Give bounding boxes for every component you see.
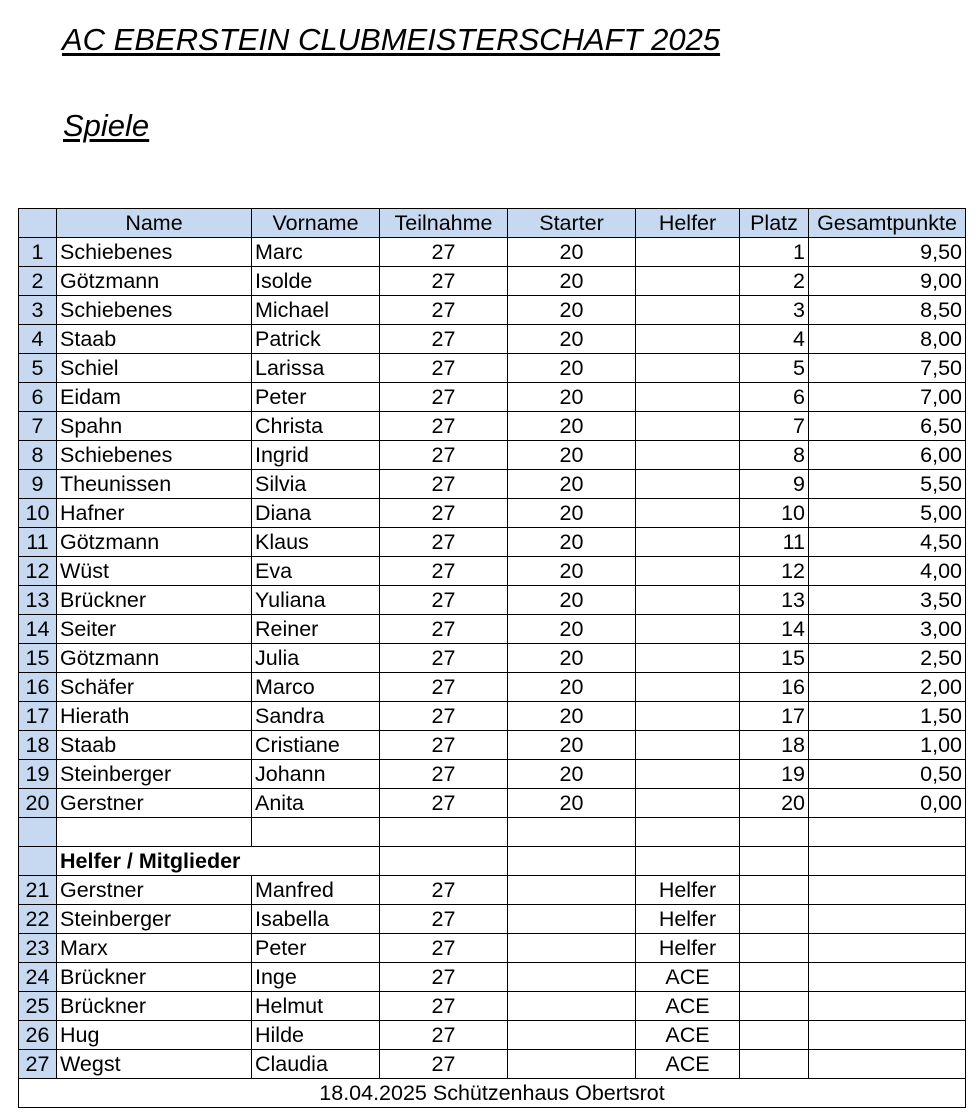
vorname-cell: Hilde	[252, 1021, 380, 1050]
table-row	[19, 557, 966, 586]
platz-cell: 8	[740, 441, 809, 470]
name-cell: Götzmann	[57, 528, 252, 557]
footer-text: 18.04.2025 Schützenhaus Obertsrot	[19, 1079, 966, 1108]
platz-cell: 1	[740, 238, 809, 267]
gesamtpunkte-cell	[809, 905, 966, 934]
row-index: 11	[19, 528, 57, 557]
gesamtpunkte-cell: 9,00	[809, 267, 966, 296]
name-cell: Götzmann	[57, 644, 252, 673]
gesamtpunkte-cell: 8,00	[809, 325, 966, 354]
starter-cell: 20	[508, 702, 636, 731]
platz-cell: 3	[740, 296, 809, 325]
row-index: 23	[19, 934, 57, 963]
table-row	[19, 673, 966, 702]
starter-cell: 20	[508, 267, 636, 296]
starter-cell: 20	[508, 325, 636, 354]
teilnahme-cell: 27	[380, 412, 508, 441]
row-index: 6	[19, 383, 57, 412]
table-row	[19, 1021, 966, 1050]
table-row	[19, 731, 966, 760]
starter-cell	[508, 876, 636, 905]
starter-cell	[508, 1021, 636, 1050]
spacer-body	[19, 818, 966, 876]
vorname-cell: Silvia	[252, 470, 380, 499]
starter-cell: 20	[508, 296, 636, 325]
table-row	[19, 586, 966, 615]
teilnahme-cell: 27	[380, 963, 508, 992]
vorname-cell: Sandra	[252, 702, 380, 731]
starter-cell: 20	[508, 760, 636, 789]
row-index: 7	[19, 412, 57, 441]
name-cell: Hafner	[57, 499, 252, 528]
platz-cell: 20	[740, 789, 809, 818]
header-helfer: Helfer	[636, 209, 740, 238]
table-row	[19, 325, 966, 354]
table-row	[19, 934, 966, 963]
platz-cell: 4	[740, 325, 809, 354]
teilnahme-cell: 27	[380, 615, 508, 644]
helfer-cell: ACE	[636, 963, 740, 992]
name-cell: Götzmann	[57, 267, 252, 296]
vorname-cell: Yuliana	[252, 586, 380, 615]
helfer-cell	[636, 702, 740, 731]
blank-cell	[508, 818, 636, 847]
platz-cell	[740, 934, 809, 963]
header-index	[19, 209, 57, 238]
vorname-cell: Manfred	[252, 876, 380, 905]
gesamtpunkte-cell	[809, 876, 966, 905]
vorname-cell: Isabella	[252, 905, 380, 934]
teilnahme-cell: 27	[380, 992, 508, 1021]
players-body	[19, 238, 966, 818]
table-row	[19, 383, 966, 412]
helfer-cell	[636, 238, 740, 267]
row-index: 9	[19, 470, 57, 499]
row-index: 24	[19, 963, 57, 992]
platz-cell: 6	[740, 383, 809, 412]
header-teilnahme: Teilnahme	[380, 209, 508, 238]
name-cell: Gerstner	[57, 789, 252, 818]
platz-cell: 19	[740, 760, 809, 789]
row-index: 10	[19, 499, 57, 528]
vorname-cell: Patrick	[252, 325, 380, 354]
vorname-cell: Anita	[252, 789, 380, 818]
gesamtpunkte-cell: 7,50	[809, 354, 966, 383]
starter-cell: 20	[508, 238, 636, 267]
gesamtpunkte-cell: 2,50	[809, 644, 966, 673]
starter-cell	[508, 934, 636, 963]
vorname-cell: Peter	[252, 383, 380, 412]
vorname-cell: Johann	[252, 760, 380, 789]
gesamtpunkte-cell: 4,50	[809, 528, 966, 557]
helfer-cell	[636, 412, 740, 441]
gesamtpunkte-cell: 2,00	[809, 673, 966, 702]
gesamtpunkte-cell: 0,00	[809, 789, 966, 818]
starter-cell: 20	[508, 644, 636, 673]
header-platz: Platz	[740, 209, 809, 238]
vorname-cell: Ingrid	[252, 441, 380, 470]
table-row	[19, 615, 966, 644]
teilnahme-cell: 27	[380, 354, 508, 383]
vorname-cell: Helmut	[252, 992, 380, 1021]
teilnahme-cell: 27	[380, 760, 508, 789]
starter-cell: 20	[508, 528, 636, 557]
gesamtpunkte-cell	[809, 1050, 966, 1079]
gesamtpunkte-cell: 8,50	[809, 296, 966, 325]
teilnahme-cell: 27	[380, 586, 508, 615]
gesamtpunkte-cell: 7,00	[809, 383, 966, 412]
header-starter: Starter	[508, 209, 636, 238]
helfer-cell	[636, 528, 740, 557]
table-row	[19, 1050, 966, 1079]
gesamtpunkte-cell: 4,00	[809, 557, 966, 586]
name-cell: Wegst	[57, 1050, 252, 1079]
results-table	[18, 208, 966, 1108]
blank-cell	[252, 818, 380, 847]
teilnahme-cell: 27	[380, 557, 508, 586]
name-cell: Brückner	[57, 963, 252, 992]
name-cell: Spahn	[57, 412, 252, 441]
gesamtpunkte-cell	[809, 1021, 966, 1050]
gesamtpunkte-cell	[809, 992, 966, 1021]
gesamtpunkte-cell: 5,50	[809, 470, 966, 499]
blank-cell	[636, 847, 740, 876]
teilnahme-cell: 27	[380, 673, 508, 702]
gesamtpunkte-cell: 1,00	[809, 731, 966, 760]
row-index: 13	[19, 586, 57, 615]
platz-cell	[740, 905, 809, 934]
name-cell: Steinberger	[57, 905, 252, 934]
section-index-cell	[19, 847, 57, 876]
teilnahme-cell: 27	[380, 528, 508, 557]
row-index: 25	[19, 992, 57, 1021]
row-index: 19	[19, 760, 57, 789]
teilnahme-cell: 27	[380, 238, 508, 267]
section-row	[19, 847, 966, 876]
table-row	[19, 760, 966, 789]
vorname-cell: Inge	[252, 963, 380, 992]
starter-cell: 20	[508, 383, 636, 412]
platz-cell	[740, 963, 809, 992]
helpers-body	[19, 876, 966, 1079]
vorname-cell: Cristiane	[252, 731, 380, 760]
platz-cell: 13	[740, 586, 809, 615]
helfer-cell: ACE	[636, 1021, 740, 1050]
gesamtpunkte-cell	[809, 963, 966, 992]
platz-cell: 2	[740, 267, 809, 296]
header-vorname: Vorname	[252, 209, 380, 238]
blank-cell	[809, 847, 966, 876]
helfer-cell	[636, 731, 740, 760]
teilnahme-cell: 27	[380, 702, 508, 731]
helfer-cell	[636, 383, 740, 412]
blank-index-cell	[19, 818, 57, 847]
name-cell: Schiebenes	[57, 238, 252, 267]
name-cell: Schiebenes	[57, 441, 252, 470]
starter-cell	[508, 992, 636, 1021]
name-cell: Wüst	[57, 557, 252, 586]
platz-cell: 5	[740, 354, 809, 383]
vorname-cell: Claudia	[252, 1050, 380, 1079]
teilnahme-cell: 27	[380, 934, 508, 963]
gesamtpunkte-cell: 3,00	[809, 615, 966, 644]
row-index: 26	[19, 1021, 57, 1050]
row-index: 17	[19, 702, 57, 731]
name-cell: Brückner	[57, 586, 252, 615]
teilnahme-cell: 27	[380, 731, 508, 760]
name-cell: Hierath	[57, 702, 252, 731]
teilnahme-cell: 27	[380, 470, 508, 499]
platz-cell	[740, 1050, 809, 1079]
starter-cell: 20	[508, 354, 636, 383]
platz-cell: 11	[740, 528, 809, 557]
gesamtpunkte-cell: 0,50	[809, 760, 966, 789]
gesamtpunkte-cell: 6,50	[809, 412, 966, 441]
table-row	[19, 296, 966, 325]
starter-cell: 20	[508, 470, 636, 499]
helfer-cell	[636, 267, 740, 296]
header-gesamtpunkte: Gesamtpunkte	[809, 209, 966, 238]
table-row	[19, 789, 966, 818]
starter-cell: 20	[508, 499, 636, 528]
blank-cell	[380, 847, 508, 876]
gesamtpunkte-cell: 5,00	[809, 499, 966, 528]
row-index: 27	[19, 1050, 57, 1079]
helfer-cell	[636, 789, 740, 818]
table-row	[19, 963, 966, 992]
teilnahme-cell: 27	[380, 905, 508, 934]
name-cell: Steinberger	[57, 760, 252, 789]
helfer-cell: Helfer	[636, 934, 740, 963]
vorname-cell: Julia	[252, 644, 380, 673]
helfer-cell	[636, 586, 740, 615]
header-name: Name	[57, 209, 252, 238]
platz-cell: 17	[740, 702, 809, 731]
platz-cell: 16	[740, 673, 809, 702]
starter-cell: 20	[508, 441, 636, 470]
gesamtpunkte-cell: 6,00	[809, 441, 966, 470]
starter-cell: 20	[508, 731, 636, 760]
row-index: 4	[19, 325, 57, 354]
starter-cell: 20	[508, 557, 636, 586]
row-index: 16	[19, 673, 57, 702]
helfer-cell	[636, 499, 740, 528]
platz-cell: 15	[740, 644, 809, 673]
vorname-cell: Klaus	[252, 528, 380, 557]
page-subtitle: Spiele	[63, 108, 150, 143]
teilnahme-cell: 27	[380, 644, 508, 673]
gesamtpunkte-cell	[809, 934, 966, 963]
blank-cell	[809, 818, 966, 847]
helfer-cell	[636, 644, 740, 673]
row-index: 22	[19, 905, 57, 934]
platz-cell: 7	[740, 412, 809, 441]
blank-cell	[508, 847, 636, 876]
teilnahme-cell: 27	[380, 789, 508, 818]
vorname-cell: Eva	[252, 557, 380, 586]
vorname-cell: Michael	[252, 296, 380, 325]
platz-cell	[740, 992, 809, 1021]
name-cell: Seiter	[57, 615, 252, 644]
name-cell: Hug	[57, 1021, 252, 1050]
row-index: 2	[19, 267, 57, 296]
name-cell: Staab	[57, 731, 252, 760]
platz-cell	[740, 1021, 809, 1050]
table-row	[19, 876, 966, 905]
header-row	[19, 209, 966, 238]
teilnahme-cell: 27	[380, 1050, 508, 1079]
teilnahme-cell: 27	[380, 325, 508, 354]
starter-cell: 20	[508, 673, 636, 702]
name-cell: Schiebenes	[57, 296, 252, 325]
row-index: 14	[19, 615, 57, 644]
helfer-cell: ACE	[636, 1050, 740, 1079]
starter-cell: 20	[508, 586, 636, 615]
helfer-cell	[636, 354, 740, 383]
starter-cell	[508, 1050, 636, 1079]
helfer-cell: ACE	[636, 992, 740, 1021]
name-cell: Schäfer	[57, 673, 252, 702]
helfer-cell: Helfer	[636, 905, 740, 934]
gesamtpunkte-cell: 3,50	[809, 586, 966, 615]
platz-cell: 18	[740, 731, 809, 760]
row-index: 8	[19, 441, 57, 470]
starter-cell: 20	[508, 412, 636, 441]
helfer-cell	[636, 441, 740, 470]
platz-cell: 9	[740, 470, 809, 499]
gesamtpunkte-cell: 9,50	[809, 238, 966, 267]
name-cell: Schiel	[57, 354, 252, 383]
helfer-cell	[636, 615, 740, 644]
teilnahme-cell: 27	[380, 383, 508, 412]
name-cell: Brückner	[57, 992, 252, 1021]
vorname-cell: Marc	[252, 238, 380, 267]
helfer-cell	[636, 760, 740, 789]
vorname-cell: Larissa	[252, 354, 380, 383]
table-row	[19, 238, 966, 267]
row-index: 20	[19, 789, 57, 818]
table-row	[19, 499, 966, 528]
platz-cell: 14	[740, 615, 809, 644]
teilnahme-cell: 27	[380, 499, 508, 528]
row-index: 12	[19, 557, 57, 586]
vorname-cell: Christa	[252, 412, 380, 441]
teilnahme-cell: 27	[380, 267, 508, 296]
table-row	[19, 267, 966, 296]
starter-cell: 20	[508, 789, 636, 818]
blank-cell	[740, 818, 809, 847]
helfer-cell	[636, 557, 740, 586]
name-cell: Gerstner	[57, 876, 252, 905]
name-cell: Staab	[57, 325, 252, 354]
table-row	[19, 470, 966, 499]
teilnahme-cell: 27	[380, 296, 508, 325]
row-index: 3	[19, 296, 57, 325]
table-row	[19, 412, 966, 441]
helfer-cell	[636, 296, 740, 325]
helfer-cell	[636, 325, 740, 354]
blank-cell	[57, 818, 252, 847]
row-index: 1	[19, 238, 57, 267]
table-row	[19, 528, 966, 557]
teilnahme-cell: 27	[380, 441, 508, 470]
helfer-cell	[636, 470, 740, 499]
starter-cell	[508, 905, 636, 934]
teilnahme-cell: 27	[380, 876, 508, 905]
helfer-cell	[636, 673, 740, 702]
starter-cell: 20	[508, 615, 636, 644]
vorname-cell: Reiner	[252, 615, 380, 644]
section-label: Helfer / Mitglieder	[57, 847, 380, 876]
platz-cell: 10	[740, 499, 809, 528]
footer-row	[19, 1079, 966, 1108]
vorname-cell: Peter	[252, 934, 380, 963]
page-title: AC EBERSTEIN CLUBMEISTERSCHAFT 2025	[62, 22, 721, 57]
name-cell: Theunissen	[57, 470, 252, 499]
table-row	[19, 992, 966, 1021]
table-row	[19, 644, 966, 673]
platz-cell	[740, 876, 809, 905]
gesamtpunkte-cell: 1,50	[809, 702, 966, 731]
name-cell: Eidam	[57, 383, 252, 412]
starter-cell	[508, 963, 636, 992]
vorname-cell: Marco	[252, 673, 380, 702]
table-row	[19, 441, 966, 470]
table-row	[19, 354, 966, 383]
vorname-cell: Diana	[252, 499, 380, 528]
row-index: 15	[19, 644, 57, 673]
row-index: 18	[19, 731, 57, 760]
blank-cell	[740, 847, 809, 876]
blank-cell	[636, 818, 740, 847]
blank-row	[19, 818, 966, 847]
platz-cell: 12	[740, 557, 809, 586]
table-row	[19, 905, 966, 934]
helfer-cell: Helfer	[636, 876, 740, 905]
blank-cell	[380, 818, 508, 847]
teilnahme-cell: 27	[380, 1021, 508, 1050]
vorname-cell: Isolde	[252, 267, 380, 296]
row-index: 21	[19, 876, 57, 905]
name-cell: Marx	[57, 934, 252, 963]
table-row	[19, 702, 966, 731]
row-index: 5	[19, 354, 57, 383]
